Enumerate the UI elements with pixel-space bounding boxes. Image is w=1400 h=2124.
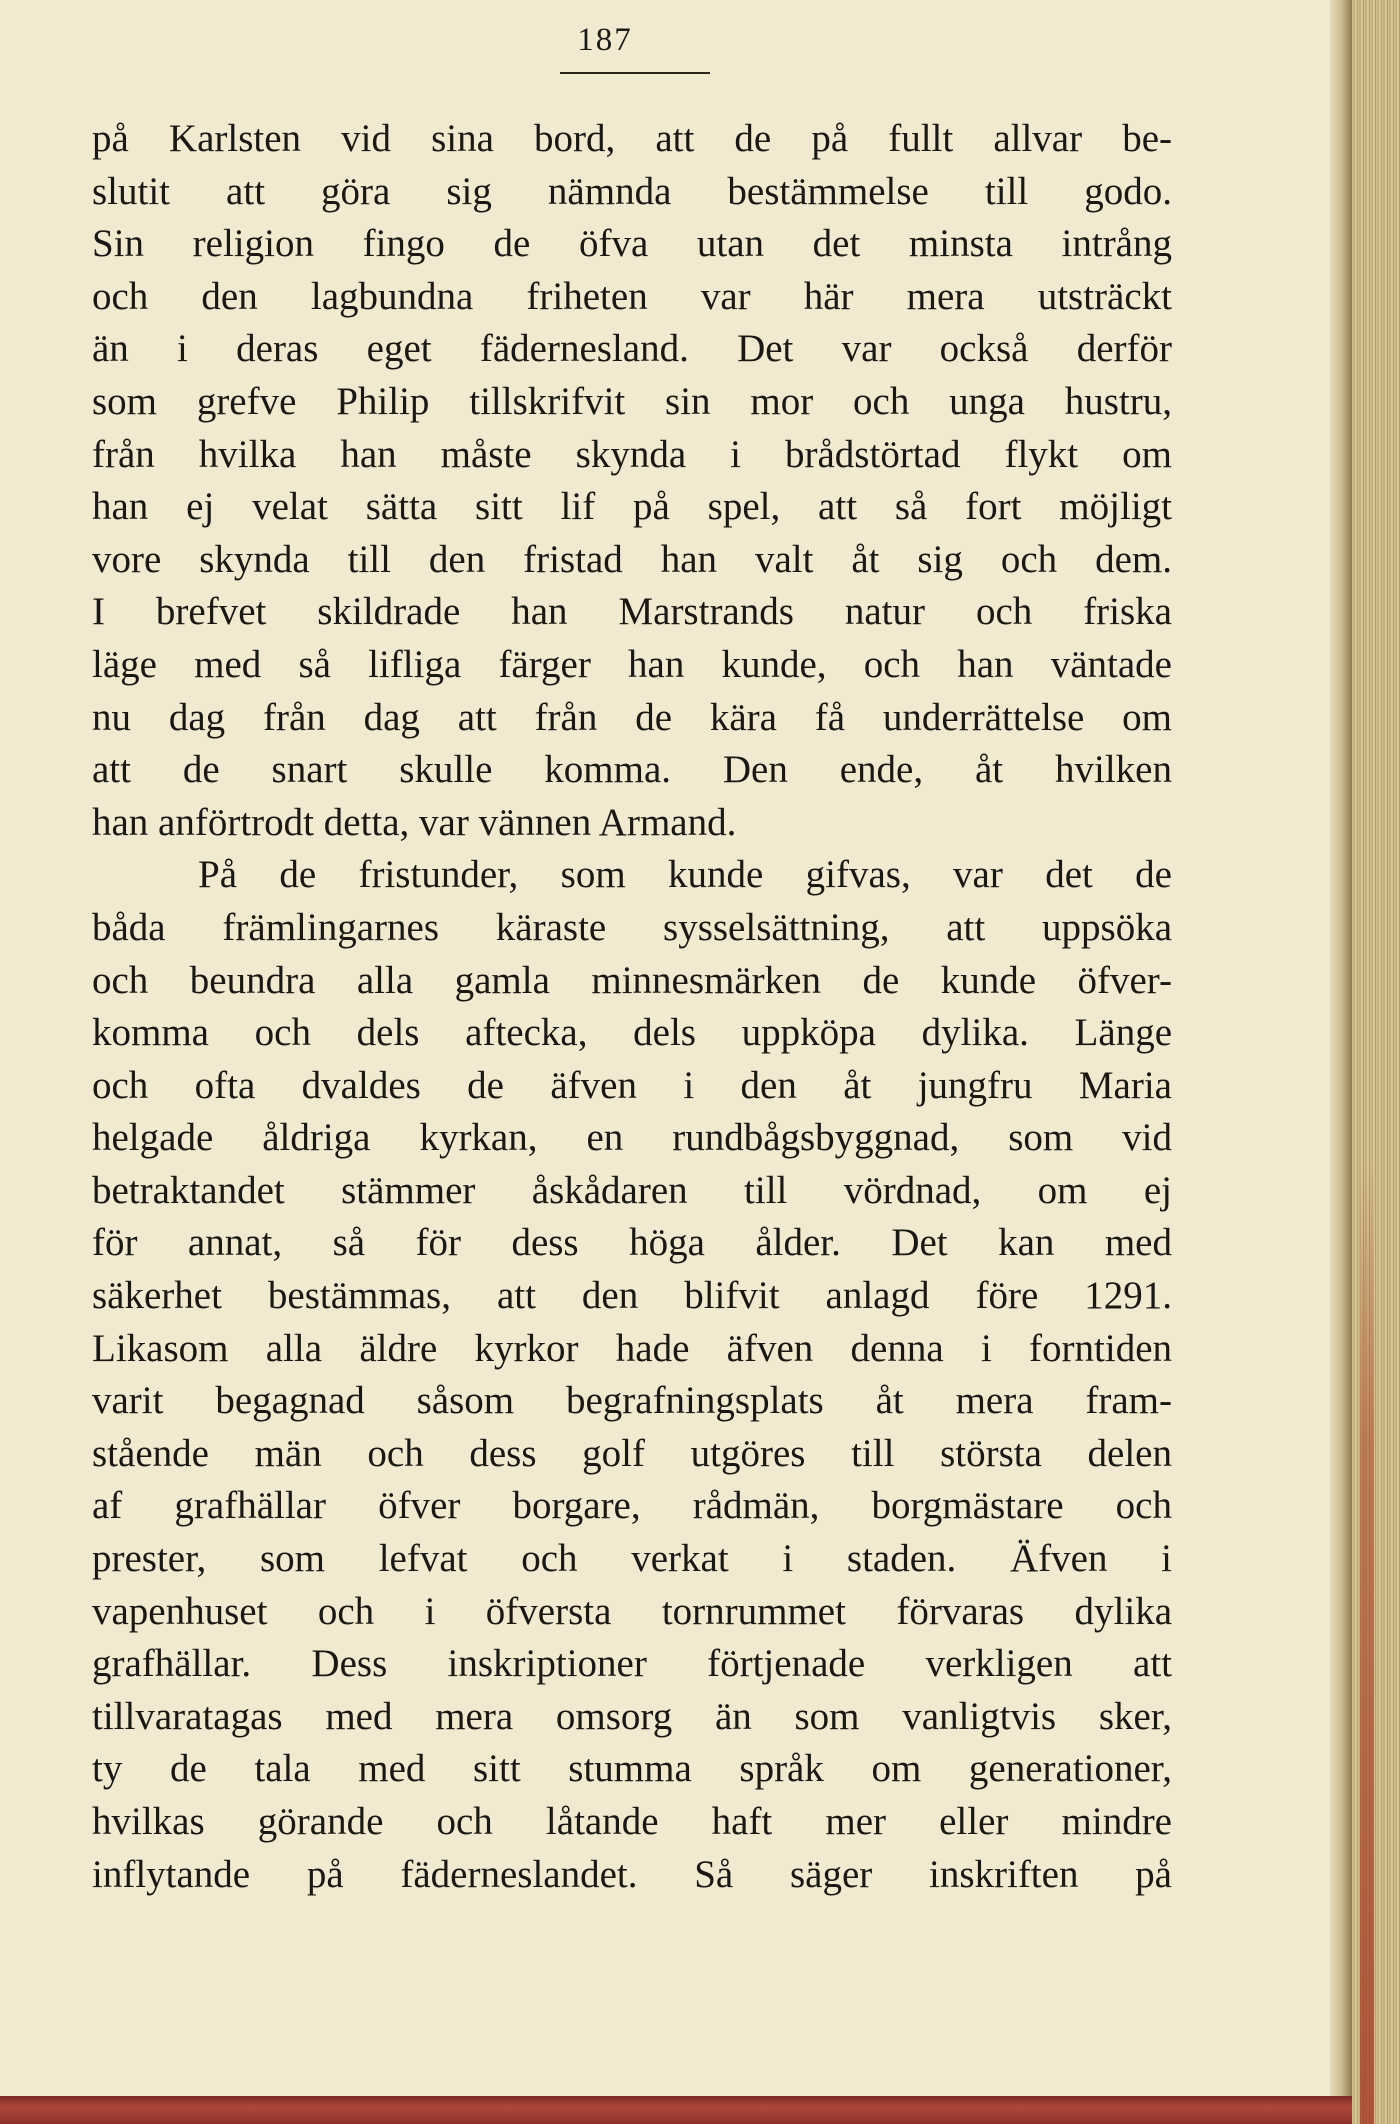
text-line: komma och dels aftecka, dels uppköpa dylika. Länge [92,1011,1172,1055]
text-line: hvilkas görande och låtande haft mer eller mindre [92,1800,1172,1843]
text-line: Likasom alla äldre kyrkor hade äfven denna i forntiden [92,1326,1172,1370]
text-line: på Karlsten vid sina bord, att de på fullt allvar be- [92,117,1172,160]
body-text [92,113,1172,1901]
text-line: säkerhet bestämmas, att den blifvit anlagd före 1291. [92,1274,1172,1318]
text-line: af grafhällar öfver borgare, rådmän, borgmästare och [92,1484,1172,1528]
text-line: och den lagbundna friheten var här mera utsträckt [92,274,1172,318]
text-line: helgade åldriga kyrkan, en rundbågsbyggnad, som vid [92,1116,1172,1160]
header-rule [560,72,710,74]
text-line: tillvaratagas med mera omsorg än som vanligtvis sker, [92,1694,1172,1738]
page-gutter-shadow [1330,0,1352,2124]
text-line: inflytande på fäderneslandet. Så säger inskriften på [92,1852,1172,1896]
text-line: I brefvet skildrade han Marstrands natur och friska [92,590,1172,634]
text-line: båda främlingarnes käraste sysselsättning, att uppsöka [92,905,1172,949]
text-line: varit begagnad såsom begrafningsplats åt mera fram- [92,1379,1172,1423]
book-cover-edge [0,2096,1352,2124]
text-line: som grefve Philip tillskrifvit sin mor och unga hustru, [92,379,1172,423]
text-line: nu dag från dag att från de kära få underrättelse om [92,695,1172,739]
text-line: vore skynda till den fristad han valt åt sig och dem. [92,537,1172,581]
text-line: stående män och dess golf utgöres till största delen [92,1431,1172,1475]
text-line: för annat, så för dess höga ålder. Det kan med [92,1221,1172,1265]
text-line: och beundra alla gamla minnesmärken de kunde öfver- [92,958,1172,1002]
text-line: ty de tala med sitt stumma språk om generationer, [92,1747,1172,1791]
text-line: från hvilka han måste skynda i brådstörtad flykt om [92,432,1172,476]
text-line: och ofta dvaldes de äfven i den åt jungfru Maria [92,1063,1172,1107]
text-line: läge med så lifliga färger han kunde, och han väntade [92,642,1172,686]
text-line: grafhällar. Dess inskriptioner förtjenade verkligen att [92,1642,1172,1686]
text-line: Sin religion fingo de öfva utan det minsta intrång [92,222,1172,266]
paragraph-start-line: På de fristunder, som kunde gifvas, var det de [198,853,1172,897]
text-line: slutit att göra sig nämnda bestämmelse till godo. [92,169,1172,213]
text-line: vapenhuset och i öfversta tornrummet förvaras dylika [92,1589,1172,1633]
text-line: betraktandet stämmer åskådaren till vördnad, om ej [92,1168,1172,1212]
page-number: 187 [577,22,633,58]
text-line: att de snart skulle komma. Den ende, åt hvilken [92,748,1172,792]
text-line: än i deras eget fädernesland. Det var också derför [92,327,1172,371]
book-edge-stain [1360,1160,1374,2124]
text-line: prester, som lefvat och verkat i staden. Äfven i [92,1537,1172,1581]
text-line: han ej velat sätta sitt lif på spel, att så fort möjligt [92,485,1172,529]
paragraph-end-line: han anförtrodt detta, var vännen Armand. [92,800,737,844]
